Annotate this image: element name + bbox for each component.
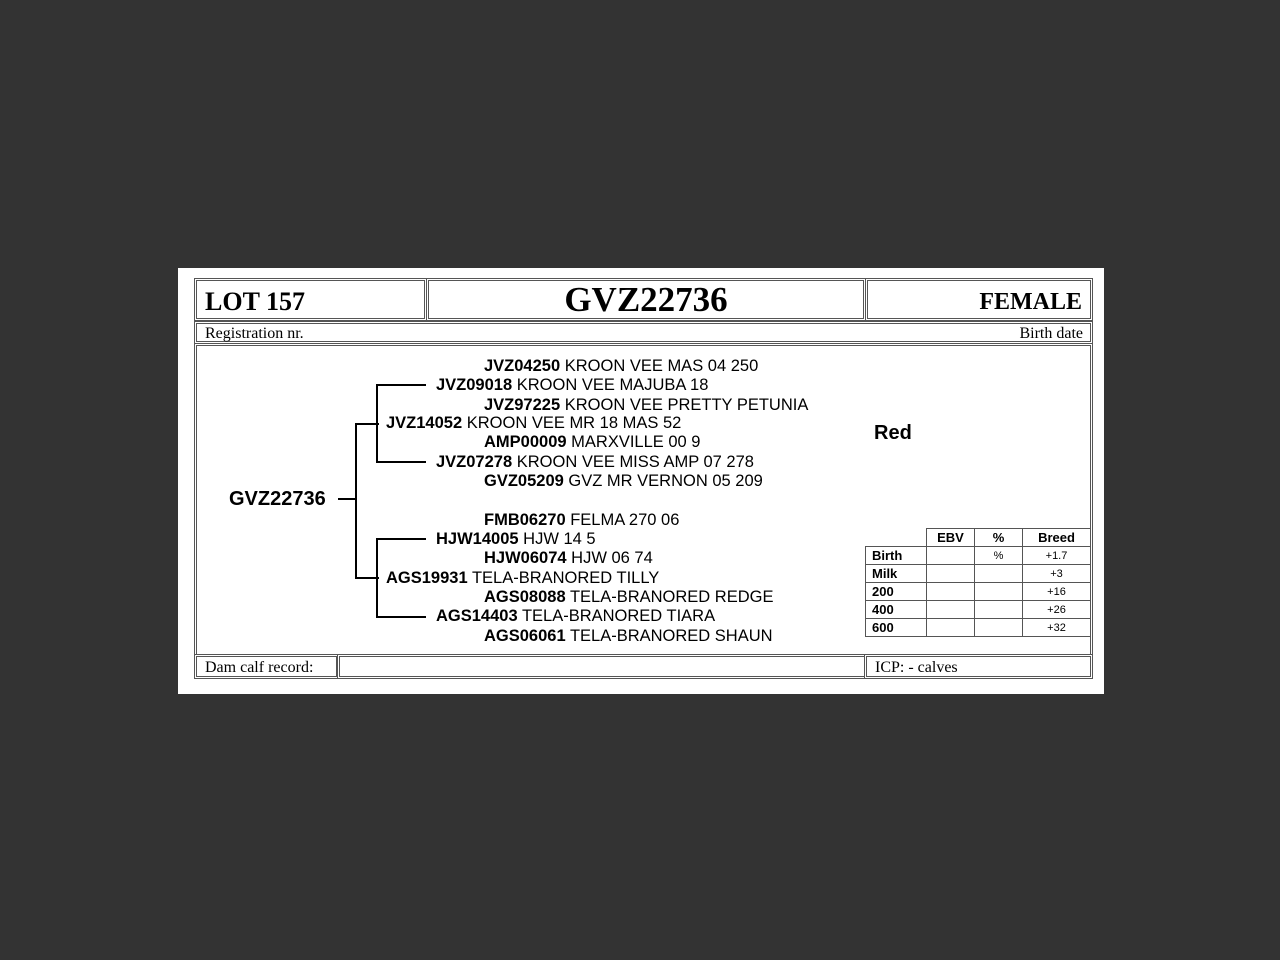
pedigree-dam-sire-dam: HJW06074 HJW 06 74	[484, 549, 653, 567]
ebv-row	[866, 565, 1091, 583]
birth-date-label: Birth date	[1019, 325, 1083, 342]
pedigree-dam-dam: AGS14403 TELA-BRANORED TIARA	[436, 607, 716, 625]
pedigree-dam-dam-sire: AGS08088 TELA-BRANORED REDGE	[484, 588, 774, 606]
ebv-row	[866, 619, 1091, 637]
ebv-breed: +3	[1023, 565, 1091, 583]
ebv-value	[927, 547, 975, 565]
registration-number: GVZ22736	[426, 278, 866, 321]
registration-label: Registration nr.	[205, 325, 304, 342]
colour-label: Red	[874, 422, 912, 444]
ebv-value	[927, 565, 975, 583]
parents-bracket	[355, 423, 357, 578]
sire-bracket	[376, 384, 378, 462]
ebv-breed: +26	[1023, 601, 1091, 619]
ebv-value	[927, 601, 975, 619]
pedigree-sire-sire: JVZ09018 KROON VEE MAJUBA 18	[436, 376, 709, 394]
ebv-corner	[866, 529, 927, 547]
pedigree-sire-sire-dam: JVZ97225 KROON VEE PRETTY PETUNIA	[484, 396, 809, 414]
ebv-header-ebv: EBV	[927, 529, 975, 547]
pedigree-dam: AGS19931 TELA-BRANORED TILLY	[386, 569, 660, 587]
lot-card	[178, 268, 1104, 694]
info-row	[194, 321, 1093, 344]
pedigree-sire-dam-sire: AMP00009 MARXVILLE 00 9	[484, 433, 701, 451]
ebv-row-label: Birth	[866, 547, 927, 565]
lot-number: LOT 157	[194, 278, 427, 321]
pedigree-dam-sire-sire: FMB06270 FELMA 270 06	[484, 511, 680, 529]
ebv-breed: +16	[1023, 583, 1091, 601]
ebv-pct: %	[975, 547, 1023, 565]
ebv-row-label: 400	[866, 601, 927, 619]
ebv-value	[927, 619, 975, 637]
dam-sire-connector	[376, 538, 426, 540]
sire-dam-connector	[376, 461, 426, 463]
pedigree-sire-dam-dam: GVZ05209 GVZ MR VERNON 05 209	[484, 472, 763, 490]
ebv-breed: +32	[1023, 619, 1091, 637]
ebv-pct	[975, 565, 1023, 583]
pedigree-dam-sire: HJW14005 HJW 14 5	[436, 530, 596, 548]
dam-calf-record-value	[337, 654, 867, 679]
ebv-pct	[975, 619, 1023, 637]
dam-bracket	[376, 538, 378, 617]
pedigree-sire-sire-sire: JVZ04250 KROON VEE MAS 04 250	[484, 357, 759, 375]
sex-label: FEMALE	[865, 278, 1093, 321]
ebv-pct	[975, 583, 1023, 601]
subject-connector	[338, 498, 356, 500]
ebv-row-label: Milk	[866, 565, 927, 583]
ebv-row	[866, 583, 1091, 601]
ebv-row-label: 200	[866, 583, 927, 601]
icp-calves: ICP: - calves	[864, 654, 1093, 679]
pedigree-sire-dam: JVZ07278 KROON VEE MISS AMP 07 278	[436, 453, 754, 471]
ebv-row-label: 600	[866, 619, 927, 637]
dam-dam-connector	[376, 616, 426, 618]
ebv-header-row	[866, 529, 1091, 547]
ebv-header-breed: Breed	[1023, 529, 1091, 547]
ebv-table	[865, 528, 1091, 637]
ebv-row	[866, 547, 1091, 565]
ebv-header-pct: %	[975, 529, 1023, 547]
dam-calf-record-label: Dam calf record:	[194, 654, 339, 679]
subject-animal: GVZ22736	[229, 488, 326, 510]
sire-sire-connector	[376, 384, 426, 386]
ebv-breed: +1.7	[1023, 547, 1091, 565]
ebv-row	[866, 601, 1091, 619]
pedigree-dam-dam-dam: AGS06061 TELA-BRANORED SHAUN	[484, 627, 773, 645]
ebv-value	[927, 583, 975, 601]
ebv-pct	[975, 601, 1023, 619]
pedigree-sire: JVZ14052 KROON VEE MR 18 MAS 52	[386, 414, 682, 432]
